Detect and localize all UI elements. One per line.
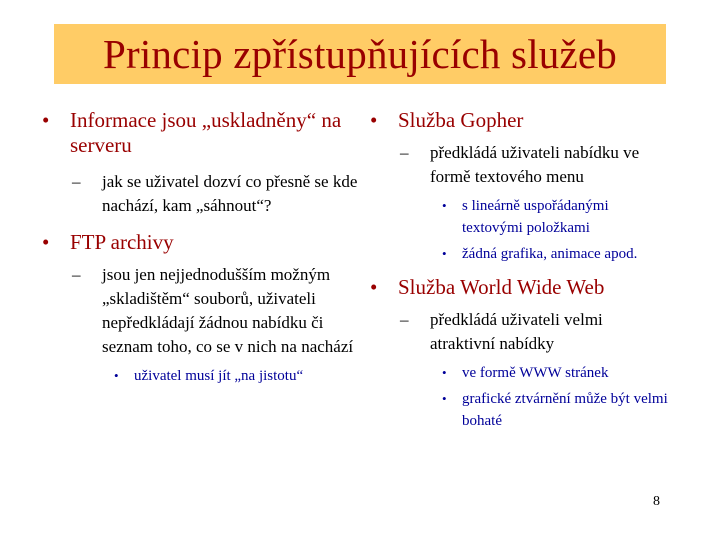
sub-bullet-text: jak se uživatel dozví co přesně se kde nachází, kam „sáhnout“?: [102, 172, 358, 215]
subsub-bullet-www-stranky: [370, 362, 670, 384]
bullet-text: FTP archivy: [70, 230, 174, 254]
sub-bullet-www-nabidky: [370, 308, 670, 356]
bullet-dot-icon: •: [370, 108, 378, 132]
bullet-dot-icon: •: [42, 108, 50, 132]
sub-bullet-dozvi: [42, 170, 360, 218]
bullet-www: [370, 275, 670, 300]
dash-icon: –: [72, 172, 81, 191]
sub-bullet-text: předkládá uživateli velmi atraktivní nabídky: [430, 310, 603, 353]
left-column: [42, 108, 360, 387]
subsub-bullet-text: s lineárně uspořádanými textovými položkami: [462, 198, 609, 236]
sub-bullet-text: jsou jen nejjednodušším možným „skladištěm“ souborů, uživateli nepředkládají žádnou nabídku či seznam toho, co se v nich na nachází: [102, 265, 354, 356]
bullet-dot-icon: •: [114, 368, 119, 383]
slide-title-bar: [54, 24, 666, 84]
bullet-dot-icon: •: [442, 391, 447, 406]
dash-icon: –: [400, 310, 409, 329]
bullet-gopher: [370, 108, 670, 133]
slide-title: Princip zpřístupňujících služeb: [102, 31, 618, 77]
bullet-dot-icon: •: [442, 365, 447, 380]
subsub-bullet-jistotu: [42, 365, 360, 387]
sub-bullet-text: předkládá uživateli nabídku ve formě textového menu: [430, 143, 640, 186]
dash-icon: –: [400, 143, 409, 162]
subsub-bullet-text: žádná grafika, animace apod.: [462, 246, 638, 262]
subsub-bullet-text: uživatel musí jít „na jistotu“: [134, 368, 304, 384]
bullet-text: Informace jsou „uskladněny“ na serveru: [70, 108, 342, 157]
bullet-text: Služba Gopher: [398, 108, 524, 132]
bullet-dot-icon: •: [42, 230, 50, 254]
bullet-ftp: [42, 230, 360, 255]
dash-icon: –: [72, 265, 81, 284]
bullet-informace: [42, 108, 360, 158]
right-column: [370, 108, 670, 432]
subsub-bullet-text: ve formě WWW stránek: [462, 365, 609, 381]
bullet-text: Služba World Wide Web: [398, 275, 605, 299]
subsub-bullet-linearne: [370, 195, 670, 239]
subsub-bullet-text: grafické ztvárnění může být velmi bohaté: [462, 391, 668, 429]
bullet-dot-icon: •: [442, 246, 447, 261]
page-number: 8: [653, 494, 660, 509]
subsub-bullet-graficke: [370, 388, 670, 432]
subsub-bullet-grafika: [370, 243, 670, 265]
bullet-dot-icon: •: [370, 275, 378, 299]
sub-bullet-gopher-menu: [370, 141, 670, 189]
bullet-dot-icon: •: [442, 198, 447, 213]
sub-bullet-skladiste: [42, 263, 360, 359]
